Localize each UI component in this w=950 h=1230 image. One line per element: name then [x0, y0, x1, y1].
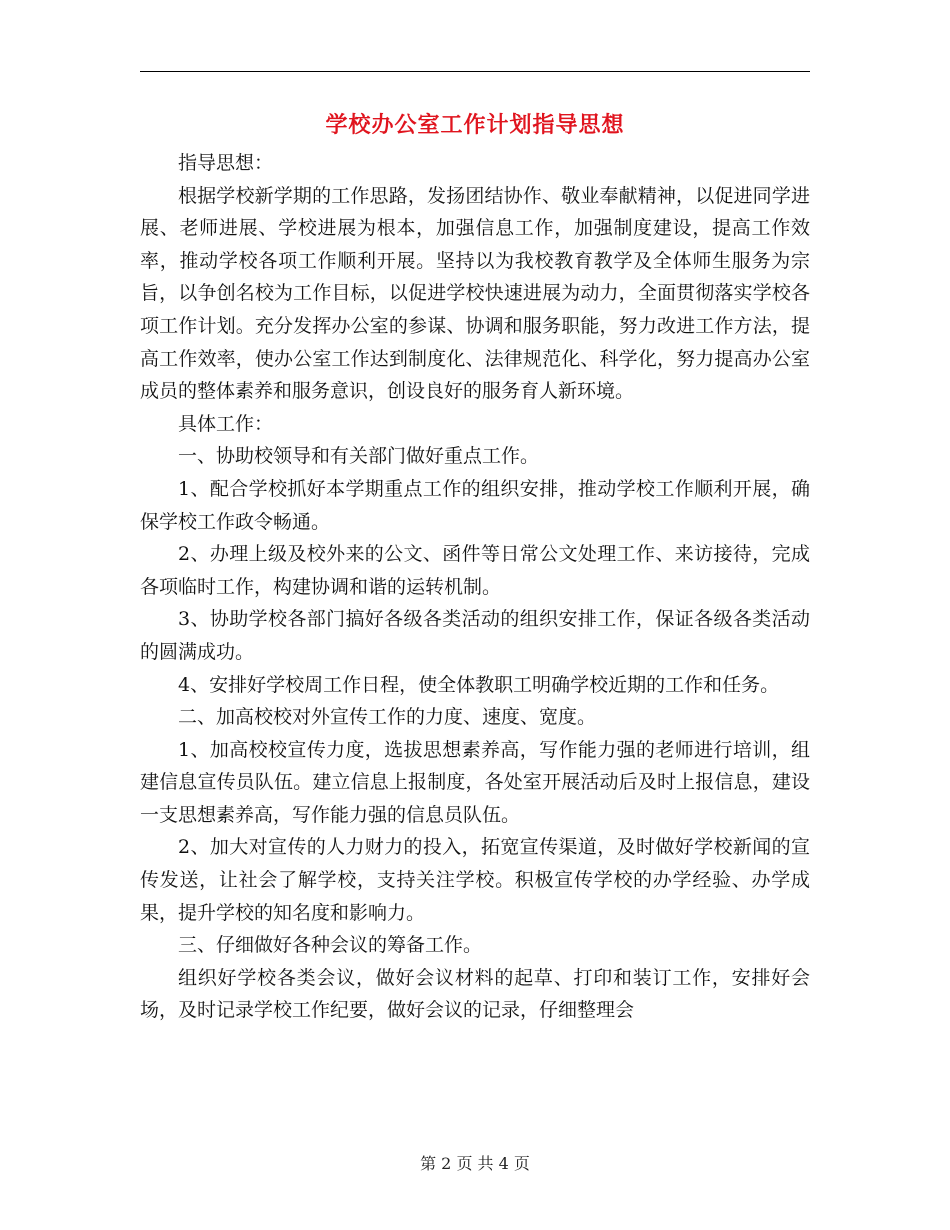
paragraph: 2、办理上级及校外来的公文、函件等日常公文处理工作、来访接待，完成各项临时工作，构建协调和谐的运转机制。 [140, 543, 810, 598]
paragraph: 1、加高校校宣传力度，选拔思想素养高，写作能力强的老师进行培训，组建信息宣传员队伍。建立信息上报制度，各处室开展活动后及时上报信息，建设一支思想素养高，写作能力强的信息员队伍。 [140, 738, 810, 826]
paragraph: 一、协助校领导和有关部门做好重点工作。 [178, 445, 540, 468]
header-rule [140, 71, 810, 72]
paragraph: 三、仔细做好各种会议的筹备工作。 [178, 934, 483, 957]
paragraph: 根据学校新学期的工作思路，发扬团结协作、敬业奉献精神，以促进同学进展、老师进展、学校进展为根本，加强信息工作，加强制度建设，提高工作效率，推动学校各项工作顺利开展。坚持以为我校教育教学及全体师生服务为宗旨，以争创名校为工作目标，以促进学校快速进展为动力，全面贯彻落实学校各项工作计划。充分发挥办公室的参谋、协调和服务职能，努力改进工作方法，提高工作效率，使办公室工作达到制度化、法律规范化、科学化，努力提高办公室成员的整体素养和服务意识，创设良好的服务育人新环境。 [140, 184, 810, 403]
paragraph: 二、加高校校对外宣传工作的力度、速度、宽度。 [178, 706, 597, 729]
paragraph: 2、加大对宣传的人力财力的投入，拓宽宣传渠道，及时做好学校新闻的宣传发送，让社会了解学校，支持关注学校。积极宣传学校的办学经验、办学成果，提升学校的知名度和影响力。 [140, 836, 810, 924]
paragraph: 4、安排好学校周工作日程，使全体教职工明确学校近期的工作和任务。 [178, 673, 780, 696]
paragraph: 指导思想： [178, 152, 274, 174]
paragraph: 3、协助学校各部门搞好各级各类活动的组织安排工作，保证各级各类活动的圆满成功。 [140, 608, 810, 663]
page-number: 第 2 页 共 4 页 [420, 1154, 530, 1173]
paragraph: 组织好学校各类会议，做好会议材料的起草、打印和装订工作，安排好会场，及时记录学校工作纪要，做好会议的记录，仔细整理会 [140, 966, 810, 1022]
paragraph: 1、配合学校抓好本学期重点工作的组织安排，推动学校工作顺利开展，确保学校工作政令畅通。 [140, 477, 810, 533]
document-title: 学校办公室工作计划指导思想 [325, 112, 625, 138]
paragraph: 具体工作： [178, 412, 274, 435]
document-body [140, 147, 810, 1027]
